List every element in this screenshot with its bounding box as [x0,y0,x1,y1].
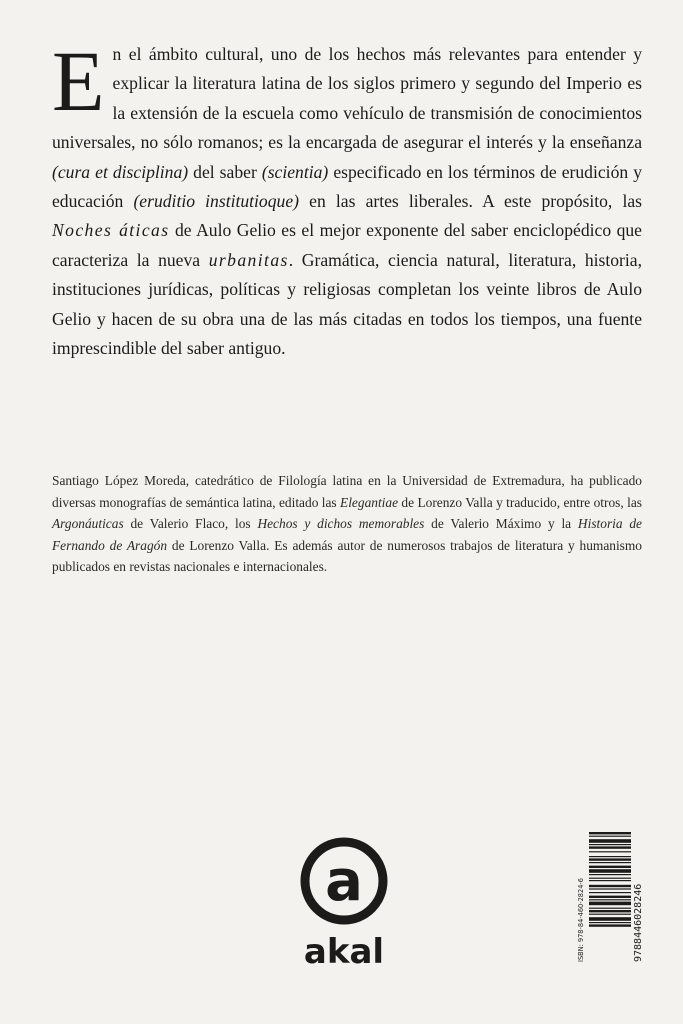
barcode-bar [589,851,631,852]
barcode-bar [589,885,631,887]
barcode-bar [589,869,631,873]
barcode-bar [589,892,631,893]
author-bio [52,470,642,578]
bio-segment: Argonáuticas [52,516,124,532]
synopsis-segment: Noches áticas [52,220,170,241]
synopsis-segment: del saber [188,161,262,182]
synopsis-segment: en las artes liberales. A este propósito, las [299,191,642,212]
barcode-bar [589,862,631,863]
barcode-bar [589,880,631,881]
publisher-name: akal [303,932,385,968]
bio-segment: de Lorenzo Valla y traducido, entre otros, las [398,494,642,510]
synopsis-text [52,33,642,359]
synopsis-segment: urbanitas [208,249,289,270]
barcode-bar [589,878,631,879]
synopsis-segment: de Aulo Gelio es el mejor exponente del saber enciclopédico que caracteriza la nueva [52,220,642,270]
synopsis-segment: especificado en los términos de erudición y educación [52,161,642,212]
barcode-bar [589,908,631,909]
barcode-bar [589,846,631,848]
barcode-bar [589,866,631,868]
barcode-bar [589,914,631,915]
barcode-bar [589,856,631,857]
barcode-digits: 9788446028246 [633,883,644,962]
barcode-bar [589,902,631,906]
barcode-bar [589,924,631,926]
barcode-bar [589,910,631,912]
barcode-bars [589,832,631,927]
bio-segment: de Lorenzo Valla. Es además autor de numerosos trabajos de literatura y humanismo publicados en revistas nacionales e internacionales. [52,537,642,575]
barcode-bar [589,832,631,834]
barcode-bar [589,899,631,900]
bio-segment: Elegantiae [340,494,399,510]
synopsis-segment: (cura et disciplina) [52,161,189,182]
barcode-bar [589,844,631,845]
drop-cap: E [52,33,105,129]
bio-segment: Historia de Fernando de Aragón [52,516,642,553]
barcode-bar [589,874,631,875]
barcode-bar [589,917,631,921]
bio-segment: Hechos y dichos memorables [257,516,425,532]
synopsis-paragraph [52,33,642,363]
synopsis-segment: n el ámbito cultural, uno de los hechos más relevantes para entender y explicar la literatura latina de los siglos primero y segundo del Imperio es la extensión de la escuela como vehículo de transmisión de conocimientos universales, no sólo romanos; es la encargada de asegurar el interés y la enseñanza [52,44,642,153]
synopsis-segment: (eruditio institutioque) [133,191,299,212]
barcode-bar [589,888,631,889]
bio-segment: Santiago López Moreda, catedrático de Filología latina en la Universidad de Extremadura, ha publicado diversas monografías de semántica latina, editado las [52,473,642,510]
barcode-bar [589,922,631,923]
synopsis-segment: (scientia) [261,161,329,182]
logo-letter: a [325,849,363,914]
bio-segment: de Valerio Máximo y la [424,516,578,532]
barcode-bar [589,836,631,837]
bio-segment: de Valerio Flaco, los [123,516,258,532]
akal-logo [285,836,403,968]
barcode-bar [589,839,631,843]
barcode-bar [589,858,631,860]
isbn-label: ISBN: 978-84-460-2824-6 [577,878,585,962]
isbn-barcode [573,828,645,964]
synopsis-segment: . Gramática, ciencia natural, literatura, historia, instituciones jurídicas, políticas y religiosas completan los veinte libros de Aulo Gelio y hacen de su obra una de las más citadas en todos los tiempos, una fuente imprescindible del saber antiguo. [52,249,642,359]
barcode-bar [589,896,631,898]
